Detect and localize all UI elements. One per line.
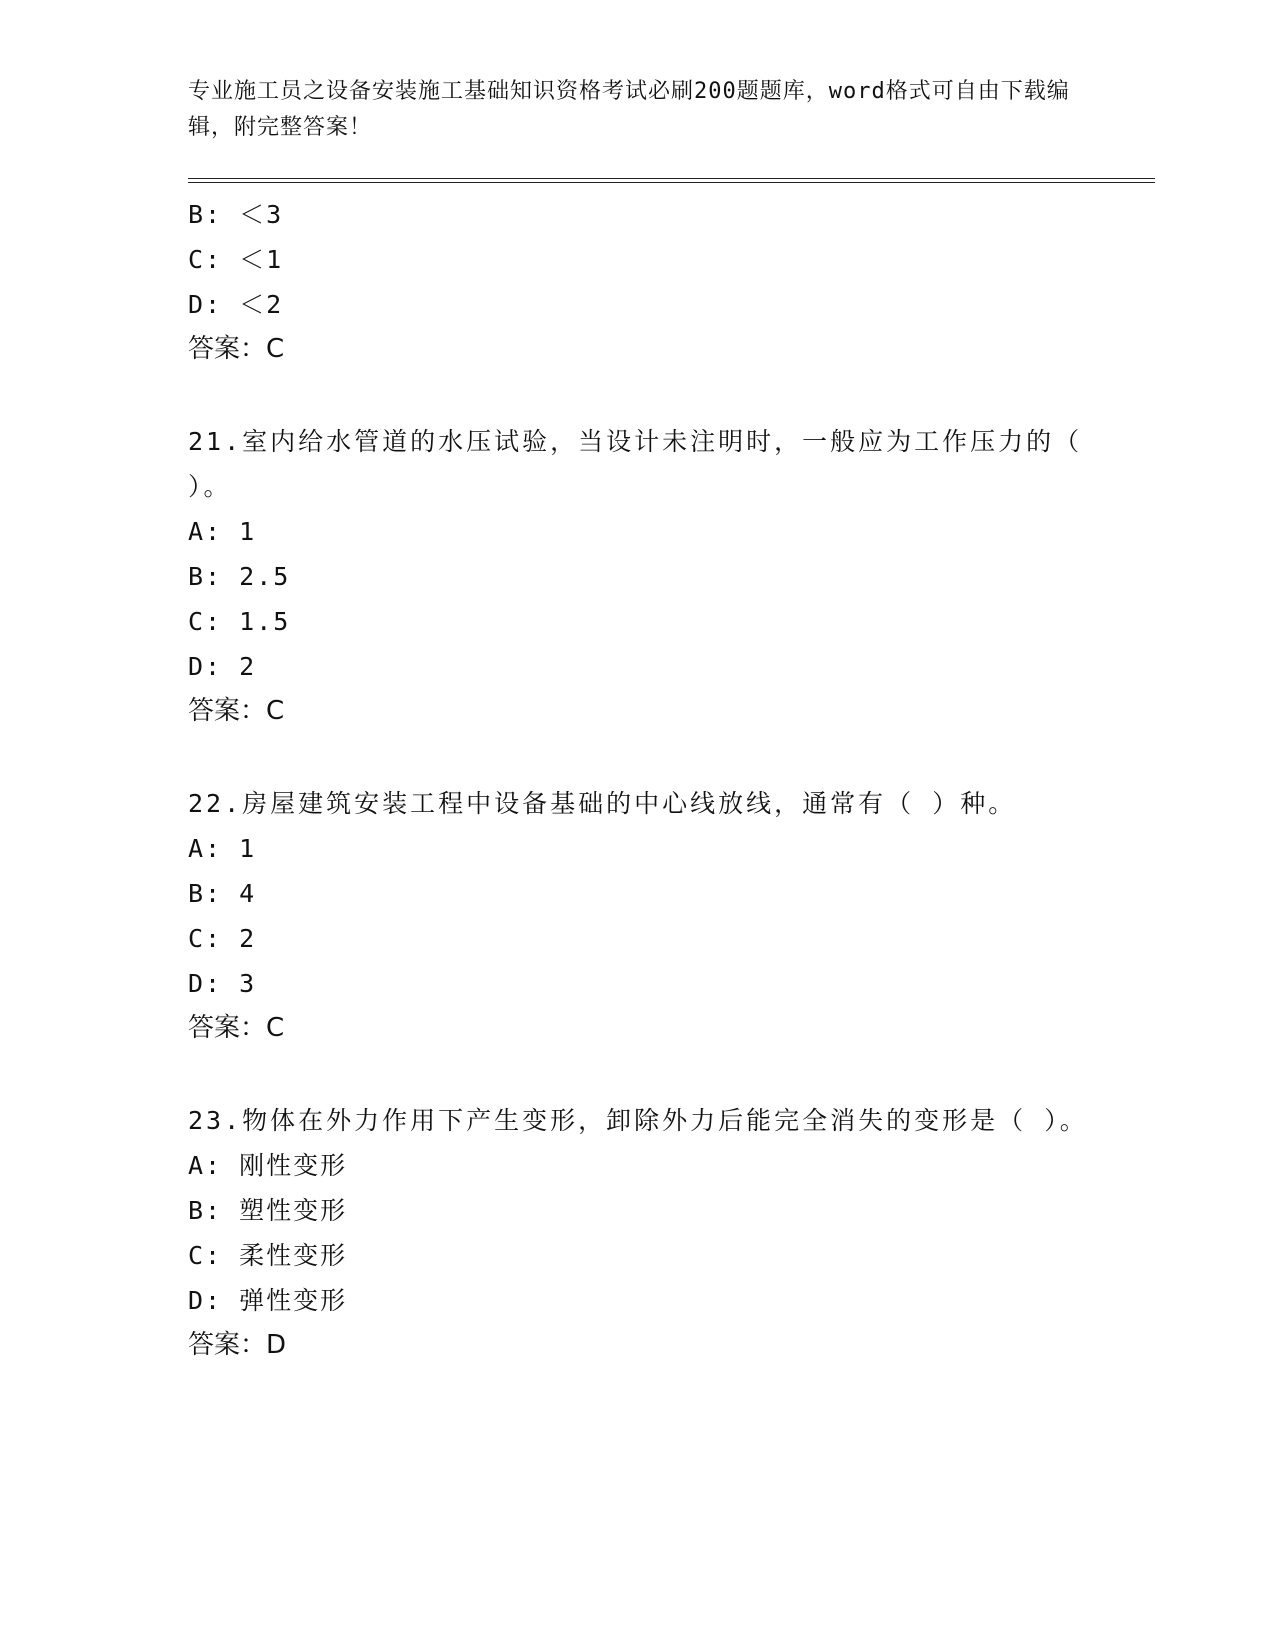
- option-a: A: 1: [188, 517, 257, 546]
- document-title: 专业施工员之设备安装施工基础知识资格考试必刷200题题库，word格式可自由下载编辑，附完整答案！: [188, 79, 1070, 140]
- header-rule-bottom: [188, 182, 1155, 183]
- answer-line: 答案：D: [188, 1330, 287, 1360]
- question-list: [188, 192, 1088, 1368]
- question-block-23: [188, 1098, 1088, 1368]
- option-d: D: 2: [188, 652, 257, 681]
- option-c: C: ＜1: [188, 245, 284, 274]
- answer-line: 答案：C: [188, 696, 285, 726]
- option-c: C: 1.5: [188, 607, 291, 636]
- question-block-22: [188, 781, 1088, 1051]
- option-b: B: 2.5: [188, 562, 291, 591]
- option-d: D: ＜2: [188, 290, 284, 319]
- option-b: B: 4: [188, 879, 257, 908]
- question-text: 22.房屋建筑安装工程中设备基础的中心线放线，通常有（ ）种。: [188, 789, 1017, 818]
- question-text: 21.室内给水管道的水压试验，当设计未注明时，一般应为工作压力的（ ）。: [188, 427, 1083, 501]
- question-block-21: [188, 419, 1088, 734]
- option-a: A: 1: [188, 834, 257, 863]
- option-b: B: ＜3: [188, 200, 284, 229]
- document-header: [188, 74, 1088, 146]
- question-block-20: [188, 192, 1088, 372]
- question-text: 23.物体在外力作用下产生变形，卸除外力后能完全消失的变形是（ ）。: [188, 1106, 1088, 1135]
- option-a: A: 刚性变形: [188, 1151, 348, 1180]
- option-d: D: 3: [188, 969, 257, 998]
- header-rule-top: [188, 178, 1155, 179]
- option-c: C: 2: [188, 924, 257, 953]
- answer-line: 答案：C: [188, 334, 285, 364]
- option-b: B: 塑性变形: [188, 1196, 348, 1225]
- option-d: D: 弹性变形: [188, 1286, 348, 1315]
- option-c: C: 柔性变形: [188, 1241, 348, 1270]
- answer-line: 答案：C: [188, 1013, 285, 1043]
